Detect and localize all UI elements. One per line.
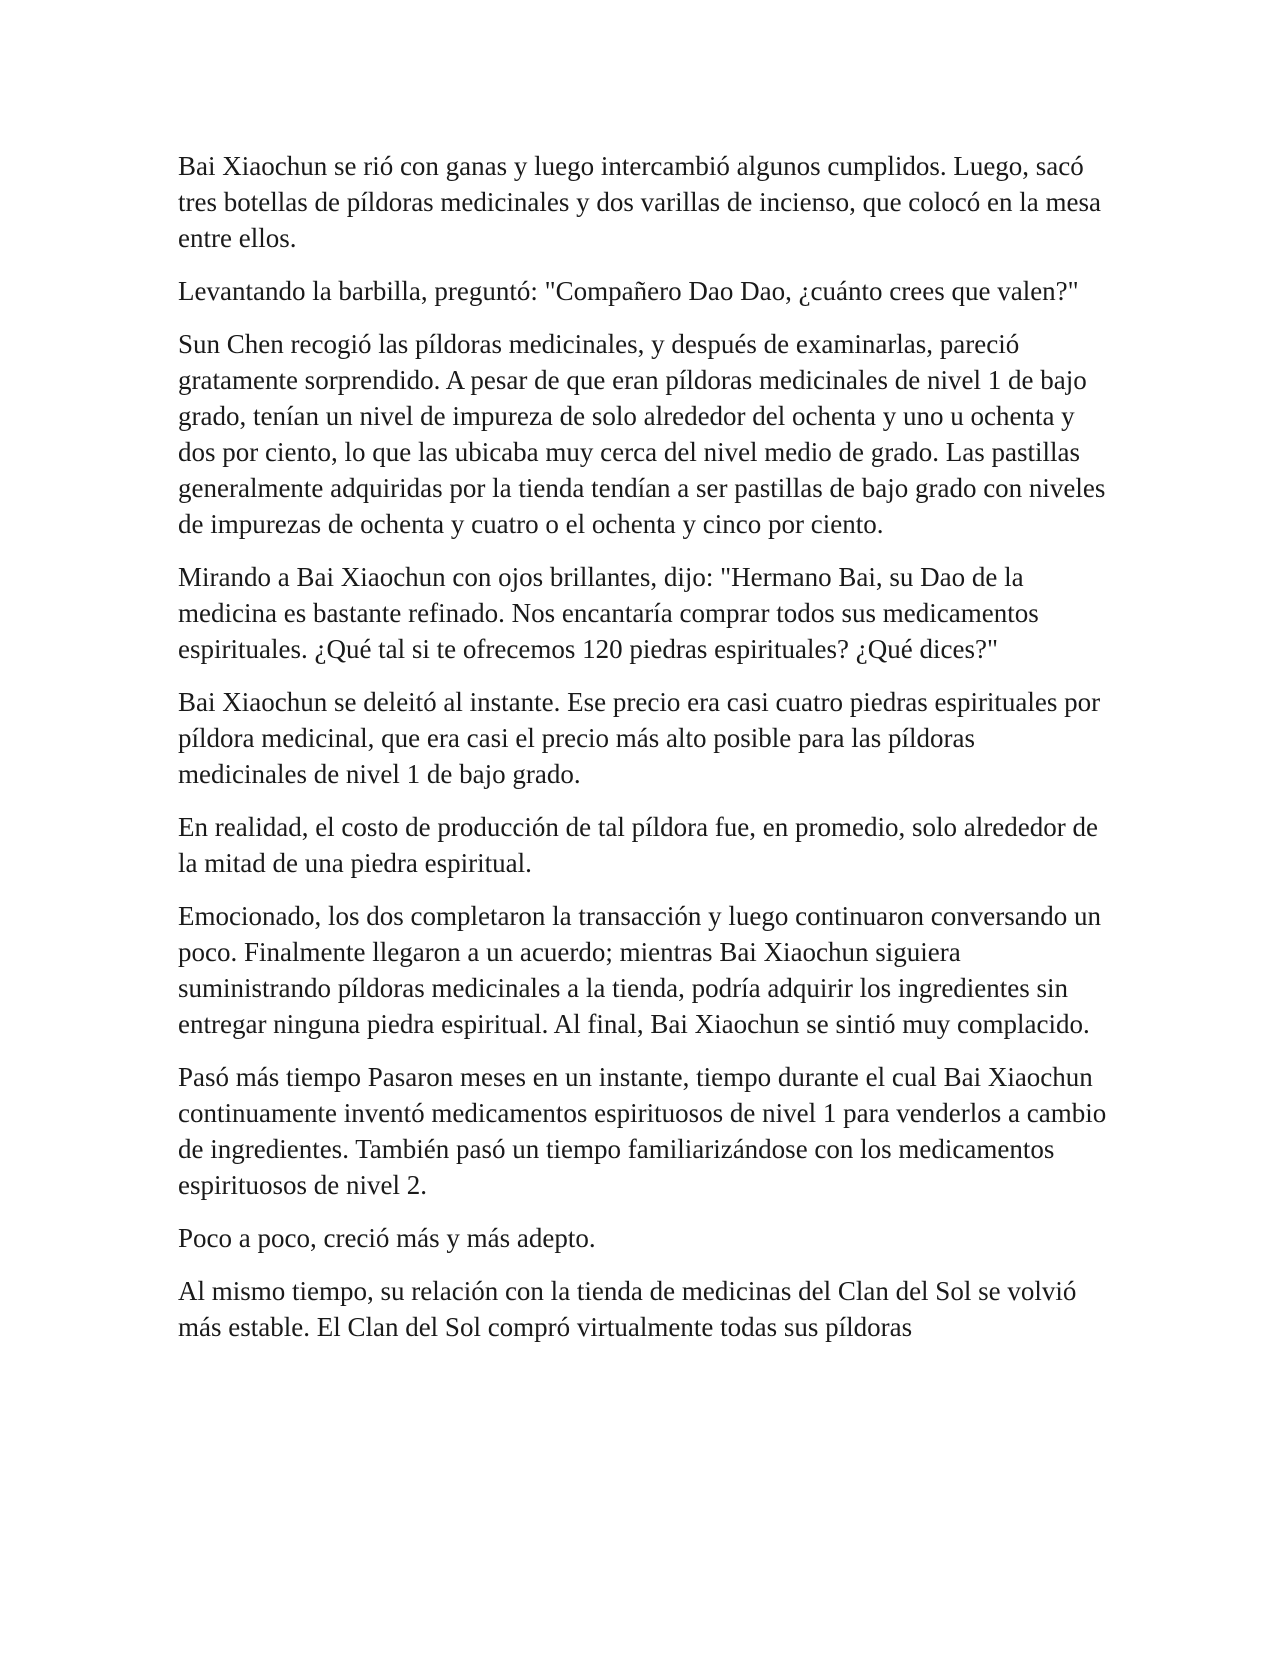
paragraph: Emocionado, los dos completaron la transacción y luego continuaron conversando un poco. Finalmente llegaron a un acuerdo; mientras Bai Xiaochun siguiera suministrando píldoras medicinales a la tienda, podría adquirir los ingredientes sin entregar ninguna piedra espiritual. Al final, Bai Xiaochun se sintió muy complacido.	[178, 901, 1101, 1039]
paragraph: En realidad, el costo de producción de tal píldora fue, en promedio, solo alrededor de la mitad de una piedra espiritual.	[178, 812, 1098, 878]
paragraph: Pasó más tiempo Pasaron meses en un instante, tiempo durante el cual Bai Xiaochun continuamente inventó medicamentos espirituosos de nivel 1 para venderlos a cambio de ingredientes. También pasó un tiempo familiarizándose con los medicamentos espirituosos de nivel 2.	[178, 1062, 1107, 1200]
paragraph: Al mismo tiempo, su relación con la tienda de medicinas del Clan del Sol se volvió más estable. El Clan del Sol compró virtualmente todas sus píldoras	[178, 1276, 1077, 1342]
paragraph: Mirando a Bai Xiaochun con ojos brillantes, dijo: "Hermano Bai, su Dao de la medicina es bastante refinado. Nos encantaría comprar todos sus medicamentos espirituales. ¿Qué tal si te ofrecemos 120 piedras espirituales? ¿Qué dices?"	[178, 562, 1039, 664]
document-body	[178, 148, 1108, 1362]
paragraph: Bai Xiaochun se deleitó al instante. Ese precio era casi cuatro piedras espirituales por píldora medicinal, que era casi el precio más alto posible para las píldoras medicinales de nivel 1 de bajo grado.	[178, 687, 1101, 789]
paragraph: Bai Xiaochun se rió con ganas y luego intercambió algunos cumplidos. Luego, sacó tres botellas de píldoras medicinales y dos varillas de incienso, que colocó en la mesa entre ellos.	[178, 151, 1101, 253]
paragraph: Levantando la barbilla, preguntó: "Compañero Dao Dao, ¿cuánto crees que valen?"	[178, 276, 1079, 306]
paragraph: Poco a poco, creció más y más adepto.	[178, 1223, 596, 1253]
paragraph: Sun Chen recogió las píldoras medicinales, y después de examinarlas, pareció gratamente sorprendido. A pesar de que eran píldoras medicinales de nivel 1 de bajo grado, tenían un nivel de impureza de solo alrededor del ochenta y uno u ochenta y dos por ciento, lo que las ubicaba muy cerca del nivel medio de grado. Las pastillas generalmente adquiridas por la tienda tendían a ser pastillas de bajo grado con niveles de impurezas de ochenta y cuatro o el ochenta y cinco por ciento.	[178, 329, 1106, 539]
